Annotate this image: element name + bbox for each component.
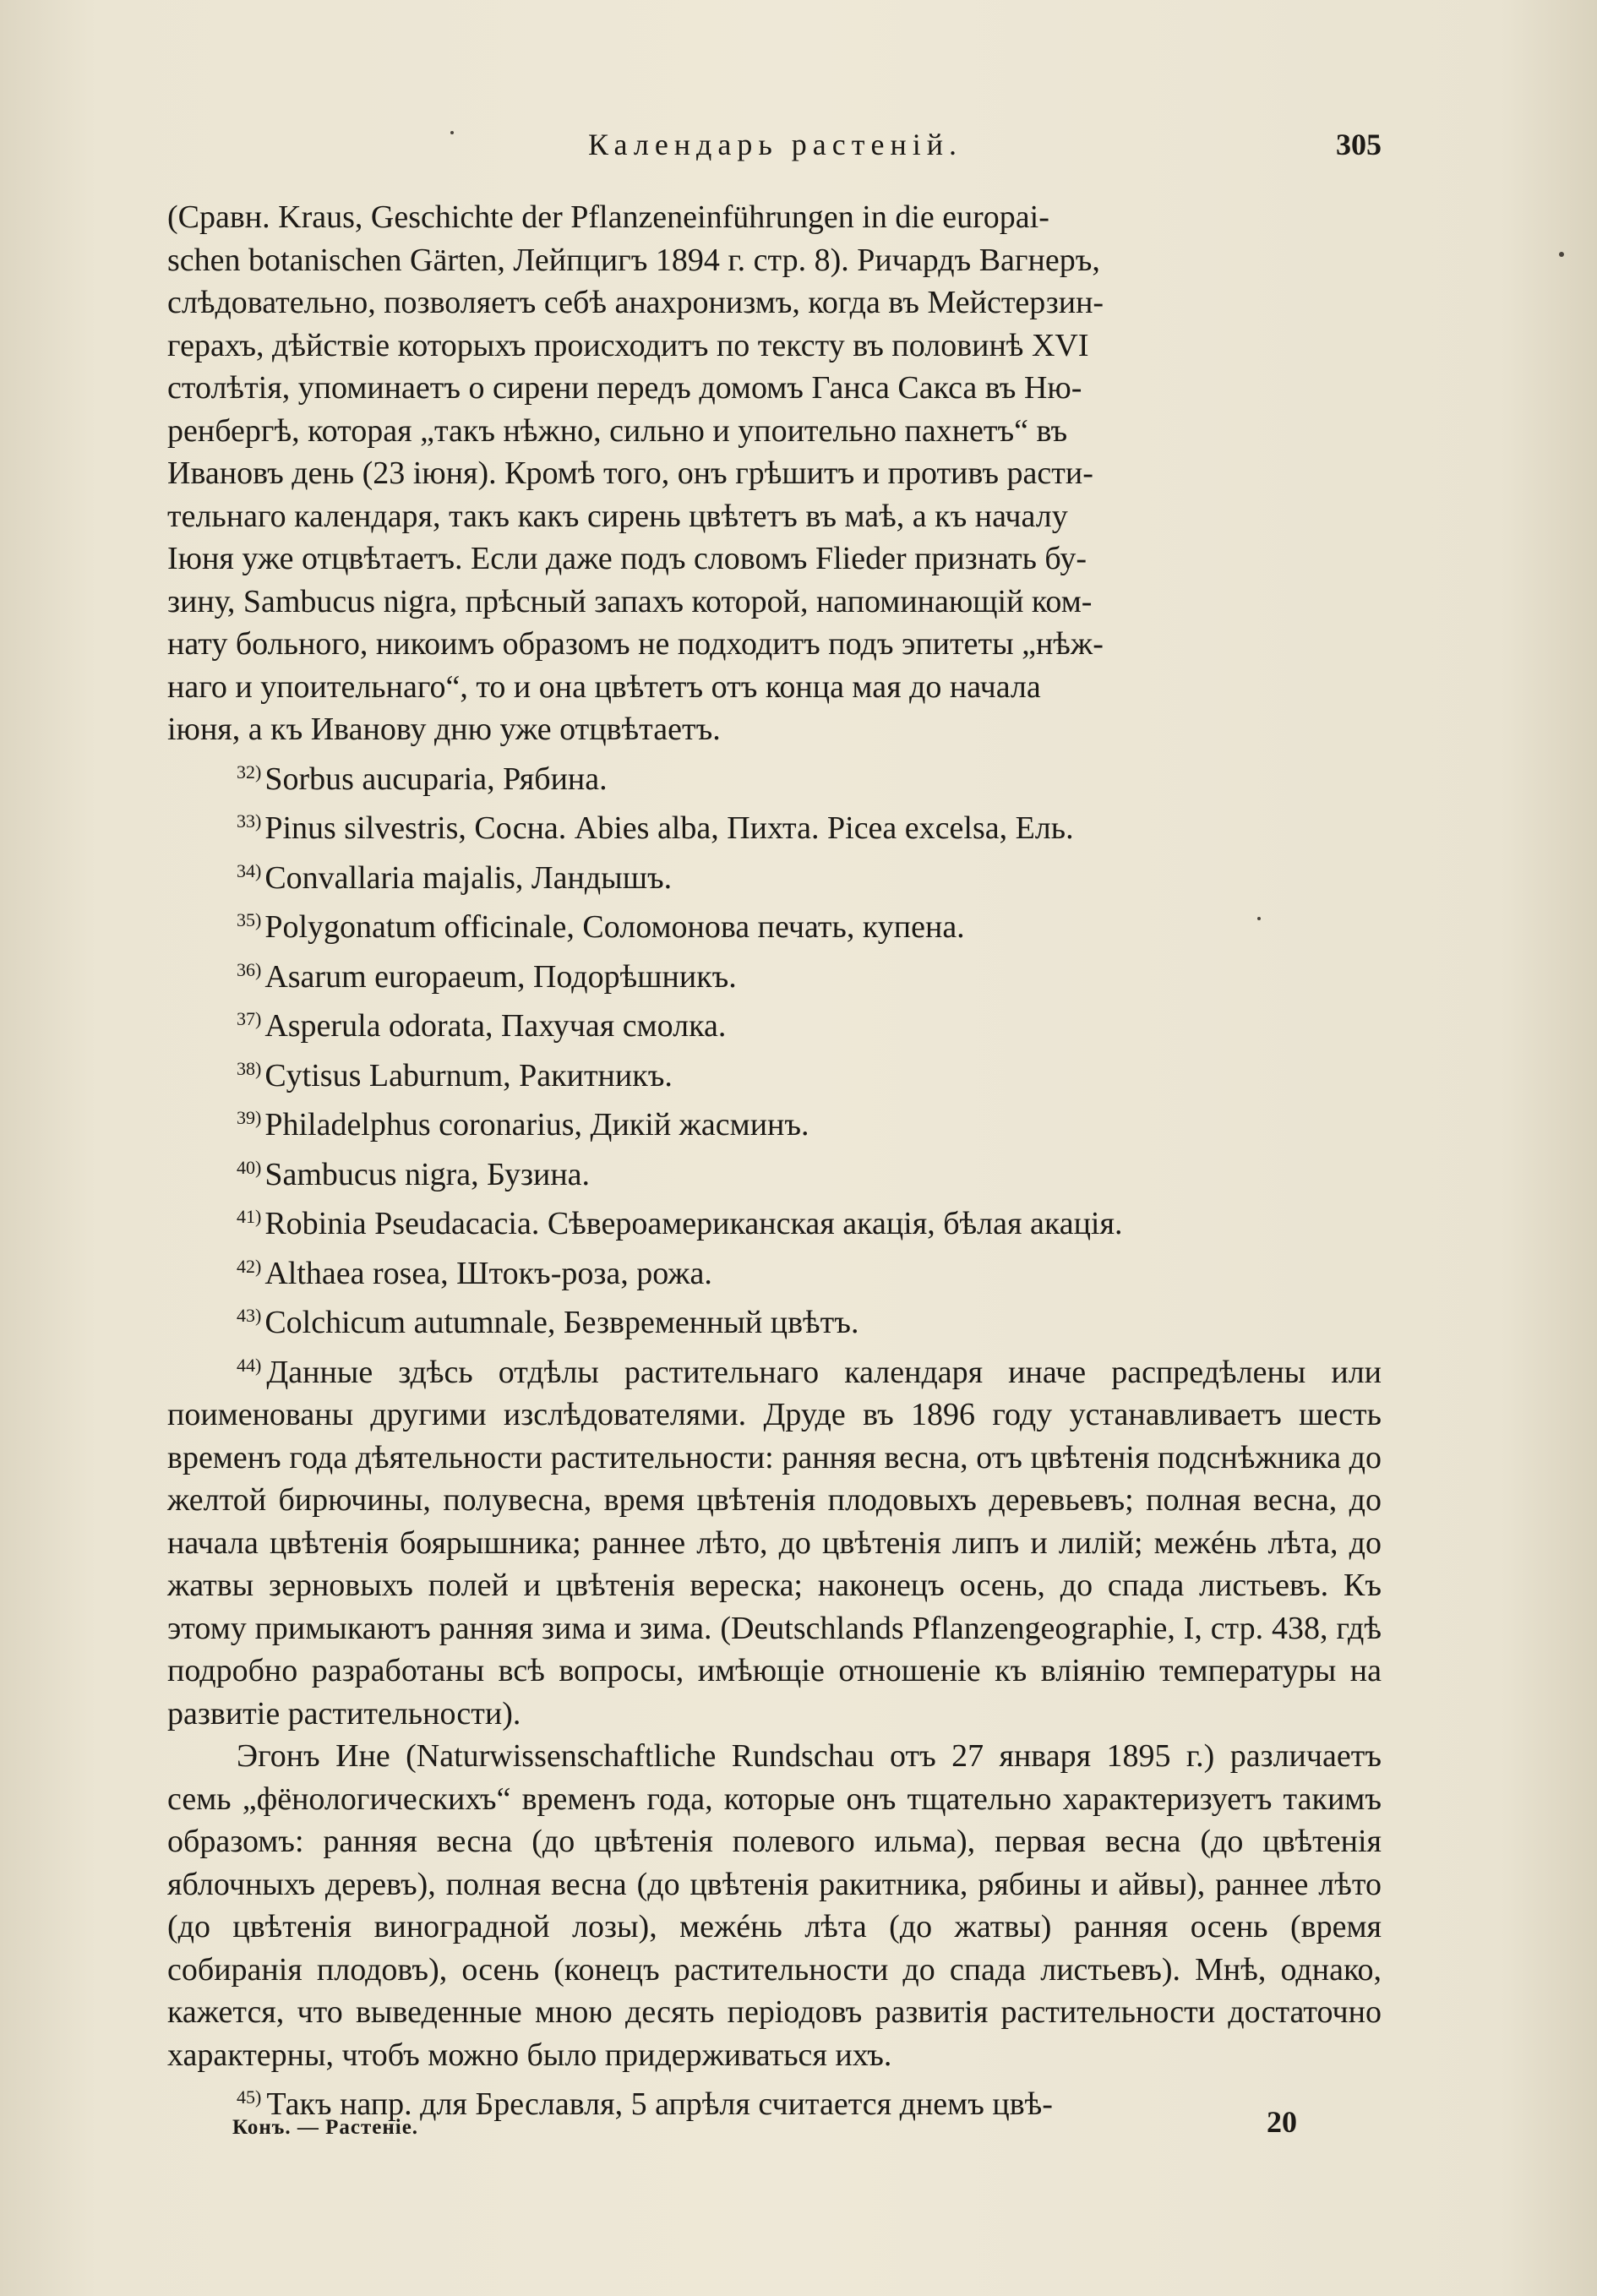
footnote-text: Sorbus aucuparia, Рябина. (264, 761, 608, 797)
footnote-text: Althaea rosea, Штокъ-роза, рожа. (264, 1255, 712, 1291)
page-header (169, 127, 1382, 174)
footnote (237, 949, 1382, 999)
footnote (237, 850, 1382, 900)
footnote-number: 36) (237, 958, 262, 980)
ink-speck (1257, 917, 1261, 920)
text-line: тельнаго календаря, такъ какъ сирень цвѣтетъ въ маѣ, а къ началу (167, 498, 1068, 534)
ihne-paragraph: Эгонъ Ине (Naturwissenschaftliche Rundschau отъ 27 января 1895 г.) различаетъ семь „фёнологическихъ“ временъ года, которые онъ тщательно характеризуетъ такимъ образомъ: ранняя весна (до цвѣтенія полевого ильма), первая весна (до цвѣтенія яблочныхъ деревъ), полная весна (до цвѣтенія ракитника, рябины и айвы), раннее лѣто (до цвѣтенія виноградной лозы), межéнь лѣта (до жатвы) ранняя осень (время собиранія плодовъ), осень (конецъ растительности до спада листьевъ). Мнѣ, однако, кажется, что выведенные мною десять періодовъ развитія растительности достаточно характерны, чтобъ можно было придерживаться ихъ. (167, 1738, 1382, 2073)
text-line: наго и упоительнаго“, то и она цвѣтетъ отъ конца мая до начала (167, 668, 1041, 705)
footnote-number: 33) (237, 810, 262, 832)
footnote (237, 1048, 1382, 1098)
ink-speck (450, 131, 454, 134)
footnote-text: Polygonatum officinale, Соломонова печать, купена. (264, 909, 965, 945)
footnote-number: 37) (237, 1008, 262, 1029)
footnote-number: 40) (237, 1156, 262, 1178)
running-title: Календарь растеній. (588, 128, 962, 161)
footnote-text: Convallaria majalis, Ландышъ. (264, 859, 673, 896)
footnote-number: 42) (237, 1255, 262, 1277)
footnote-text: Colchicum autumnale, Безвременный цвѣтъ. (264, 1305, 859, 1340)
footnote-text: Robinia Pseudacacia. Сѣвероамериканская акація, бѣлая акація. (264, 1206, 1123, 1241)
footnote-number: 39) (237, 1107, 262, 1128)
footnote (237, 800, 1382, 850)
footnote-number: 43) (237, 1305, 262, 1326)
text-line: зину, Sambucus nigra, прѣсный запахъ которой, напоминающій ком- (167, 583, 1093, 619)
text-line: (Сравн. Kraus, Geschichte der Pflanzeneinführungen in die europai- (167, 199, 1049, 235)
text-line: Іюня уже отцвѣтаетъ. Если даже подъ словомъ Flieder признать бу- (167, 541, 1087, 576)
ink-speck (1559, 252, 1564, 257)
text-line: ренбергѣ, которая „такъ нѣжно, сильно и упоительно пахнетъ“ въ (167, 412, 1068, 449)
printer-signature: Конъ. — Растеніе. (232, 2116, 419, 2139)
footnote-44 (167, 1344, 1382, 1736)
footnote-number: 34) (237, 859, 262, 881)
text-line: герахъ, дѣйствіе которыхъ происходитъ по тексту въ половинѣ XVI (167, 327, 1089, 363)
text-line: слѣдовательно, позволяетъ себѣ анахронизмъ, когда въ Мейстерзин- (167, 285, 1104, 320)
footnote (237, 1246, 1382, 1295)
sheet-number: 20 (1267, 2105, 1297, 2139)
footnote-text: Sambucus nigra, Бузина. (264, 1156, 591, 1192)
footnote-number: 41) (237, 1206, 262, 1227)
footnote (237, 751, 1382, 801)
footnote (237, 1097, 1382, 1147)
footnote-number: 35) (237, 909, 262, 930)
footnote-list (167, 751, 1382, 1344)
text-line: Ивановъ день (23 іюня). Кромѣ того, онъ грѣшитъ и противъ расти- (167, 455, 1093, 491)
footnote-text: Pinus silvestris, Сосна. Abies alba, Пихта. Picea excelsa, Ель. (264, 810, 1074, 846)
footnote-number: 44) (237, 1354, 262, 1376)
footnote (237, 1147, 1382, 1197)
page-body (167, 196, 1382, 2126)
footnote-text: Данные здѣсь отдѣлы растительнаго календаря иначе распредѣлены или поименованы другими изслѣдователями. Друде въ 1896 году устанавливаетъ шесть временъ года дѣятельности растительности: ранняя весна, отъ цвѣтенія подснѣжника до желтой бирючины, полувесна, время цвѣтенія плодовыхъ деревьевъ; полная весна, до начала цвѣтенія боярышника; раннее лѣто, до цвѣтенія липъ и лилій; межéнь лѣта, до жатвы зерновыхъ полей и цвѣтенія вереска; наконецъ осень, до спада листьевъ. Къ этому примыкаютъ ранняя зима и зима. (Deutschlands Pflanzengeographie, I, стр. 438, гдѣ подробно разработаны всѣ вопросы, имѣющіе отношеніе къ вліянію температуры на развитіе растительности). (167, 1354, 1382, 1732)
text-line: нату больного, никоимъ образомъ не подходитъ подъ эпитеты „нѣж- (167, 626, 1104, 662)
footnote-number: 45) (237, 2086, 262, 2108)
text-line: schen botanischen Gärten, Лейпцигъ 1894 г. стр. 8). Ричардъ Вагнеръ, (167, 242, 1100, 278)
footnote-text: Asarum europaeum, Подорѣшникъ. (264, 958, 737, 995)
footnote-text: Philadelphus coronarius, Дикій жасминъ. (264, 1107, 809, 1143)
intro-paragraph (167, 196, 1382, 751)
footnote-number: 32) (237, 761, 262, 783)
footnote (237, 1196, 1382, 1246)
page-number: 305 (1336, 128, 1382, 161)
footnote (237, 1295, 1382, 1344)
footnote-text: Такъ напр. для Бреславля, 5 апрѣля считается днемъ цвѣ- (266, 2086, 1053, 2122)
text-line: іюня, а къ Иванову дню уже отцвѣтаетъ. (167, 712, 721, 747)
footnote-number: 38) (237, 1057, 262, 1079)
footnote-text: Cytisus Laburnum, Ракитникъ. (264, 1057, 673, 1093)
footnote (237, 998, 1382, 1048)
page-footer (232, 2104, 1297, 2146)
footnote (237, 899, 1382, 949)
footnote-text: Asperula odorata, Пахучая смолка. (264, 1008, 727, 1044)
text-line: столѣтія, упоминаетъ о сирени передъ домомъ Ганса Сакса въ Ню- (167, 370, 1082, 406)
